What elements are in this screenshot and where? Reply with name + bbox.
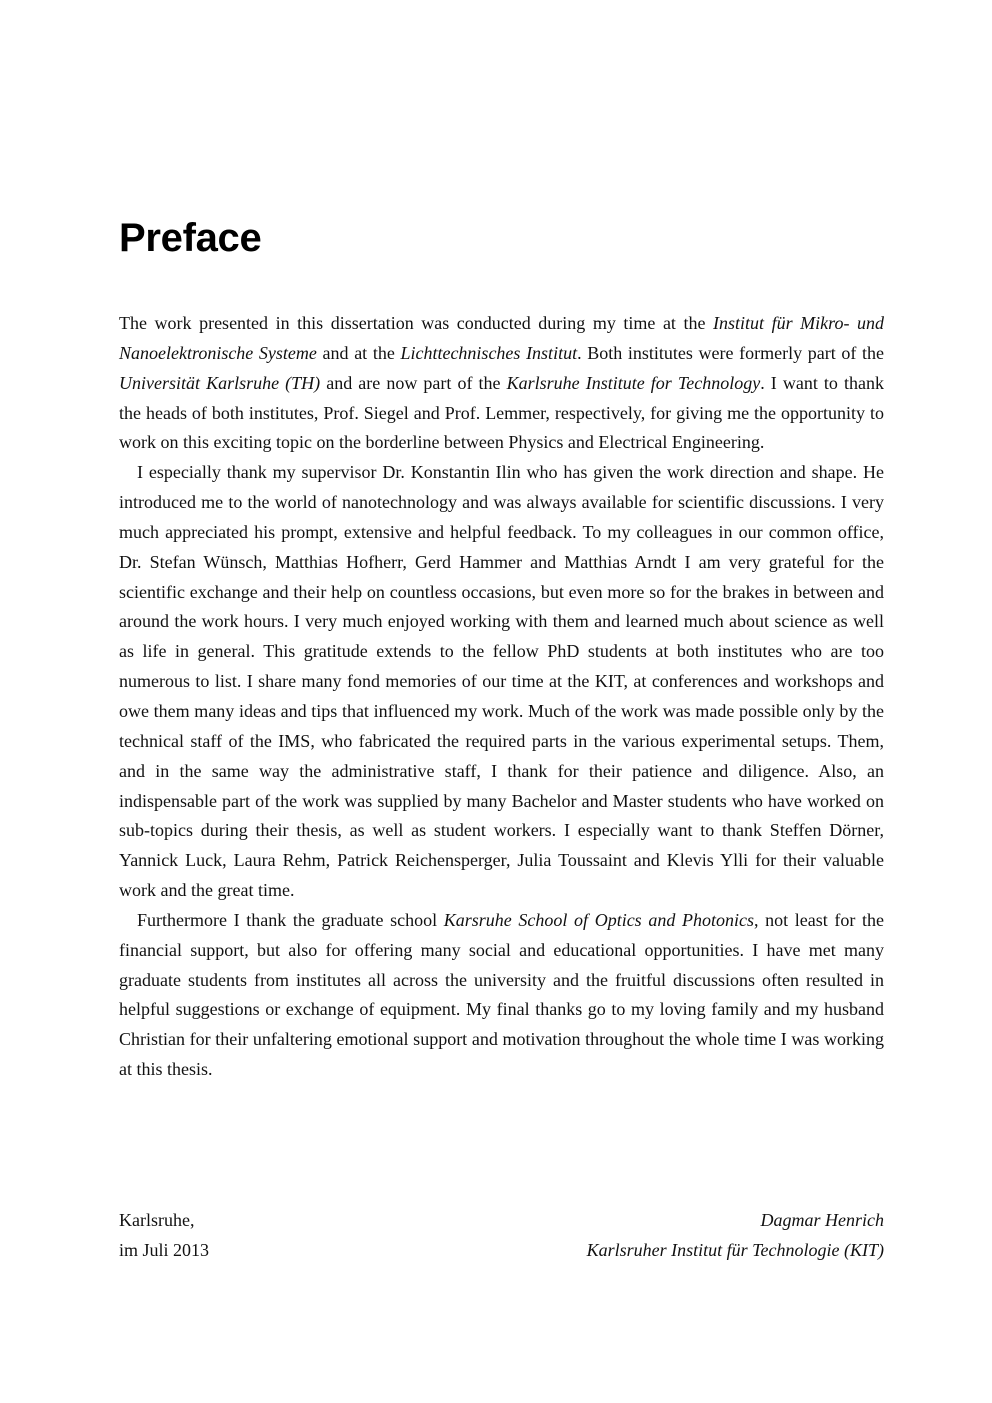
signature-block — [119, 1205, 884, 1265]
paragraph-1-run-4-italic: Lichttechnisches Institut — [400, 342, 578, 363]
paragraph-3-run-3: , not least for the financial support, but also for offering many social and educational opportunities. I have met many graduate students from institutes all across the university and the fruitful discussions often resulted in helpful suggestions or exchange of equipment. My final thanks go to my loving family and my husband Christian for their unfaltering emotional support and motivation throughout the whole time I was working at this thesis. — [119, 909, 885, 1080]
author-name: Dagmar Henrich — [760, 1210, 884, 1230]
paragraph-1-run-8-italic: Karlsruhe Institute for Technology — [506, 372, 761, 393]
place: Karlsruhe, — [119, 1210, 195, 1230]
paragraph-3-run-1: Furthermore I thank the graduate school — [137, 909, 444, 930]
paragraph-2-run-1: I especially thank my supervisor Dr. Konstantin Ilin who has given the work direction and shape. He introduced me to the world of nanotechnology and was always available for scientific discussions. I very much appreciated his prompt, extensive and helpful feedback. To my colleagues in our common office, Dr. Stefan Wünsch, Matthias Hofherr, Gerd Hammer and Matthias Arndt I am very grateful for the scientific exchange and their help on countless occasions, but even more so for the brakes in between and around the work hours. I very much enjoyed working with them and learned much about science as well as life in general. This gratitude extends to the fellow PhD students at both institutes who are too numerous to list. I share many fond memories of our time at the KIT, at conferences and workshops and owe them many ideas and tips that influenced my work. Much of the work was made possible only by the technical staff of the IMS, who fabricated the required parts in the various experimental setups. Them, and in the same way the administrative staff, I thank for their patience and diligence. Also, an indispensable part of the work was supplied by many Bachelor and Master students who have worked on sub-topics during their thesis, as well as student workers. I especially want to thank Steffen Dörner, Yannick Luck, Laura Rehm, Patrick Reichensperger, Julia Toussaint and Klevis Ylli for their valuable work and the great time. — [119, 462, 884, 901]
date: im Juli 2013 — [119, 1240, 210, 1260]
paragraph-1 — [119, 309, 884, 458]
paragraph-1-run-9: . I want to thank the heads of both institutes, Prof. Siegel and Prof. Lemmer, respectively, for giving me the opportunity to work on this exciting topic on the borderline between Physics and Electrical Engineering. — [119, 372, 885, 453]
paragraph-1-run-5: . Both institutes were formerly part of the — [577, 342, 884, 363]
paragraph-2 — [119, 458, 884, 906]
paragraph-3-run-2-italic: Karsruhe School of Optics and Photonics — [443, 909, 754, 930]
paragraph-3 — [119, 906, 884, 1085]
author-affiliation: Karlsruher Institut für Technologie (KIT) — [586, 1240, 884, 1260]
paragraph-1-run-6-italic: Universität Karlsruhe (TH) — [119, 372, 321, 393]
page-title: Preface — [119, 216, 262, 260]
author-info — [587, 1205, 884, 1265]
paragraph-1-run-2-italic: Institut für Mikro- und Nanoelektronische Systeme — [119, 313, 885, 363]
preface-body — [119, 309, 884, 1085]
paragraph-1-run-7: and are now part of the — [320, 372, 507, 393]
paragraph-1-run-1: The work presented in this dissertation was conducted during my time at the — [119, 313, 714, 333]
place-date — [119, 1205, 209, 1265]
paragraph-1-run-3: and at the — [316, 342, 401, 363]
